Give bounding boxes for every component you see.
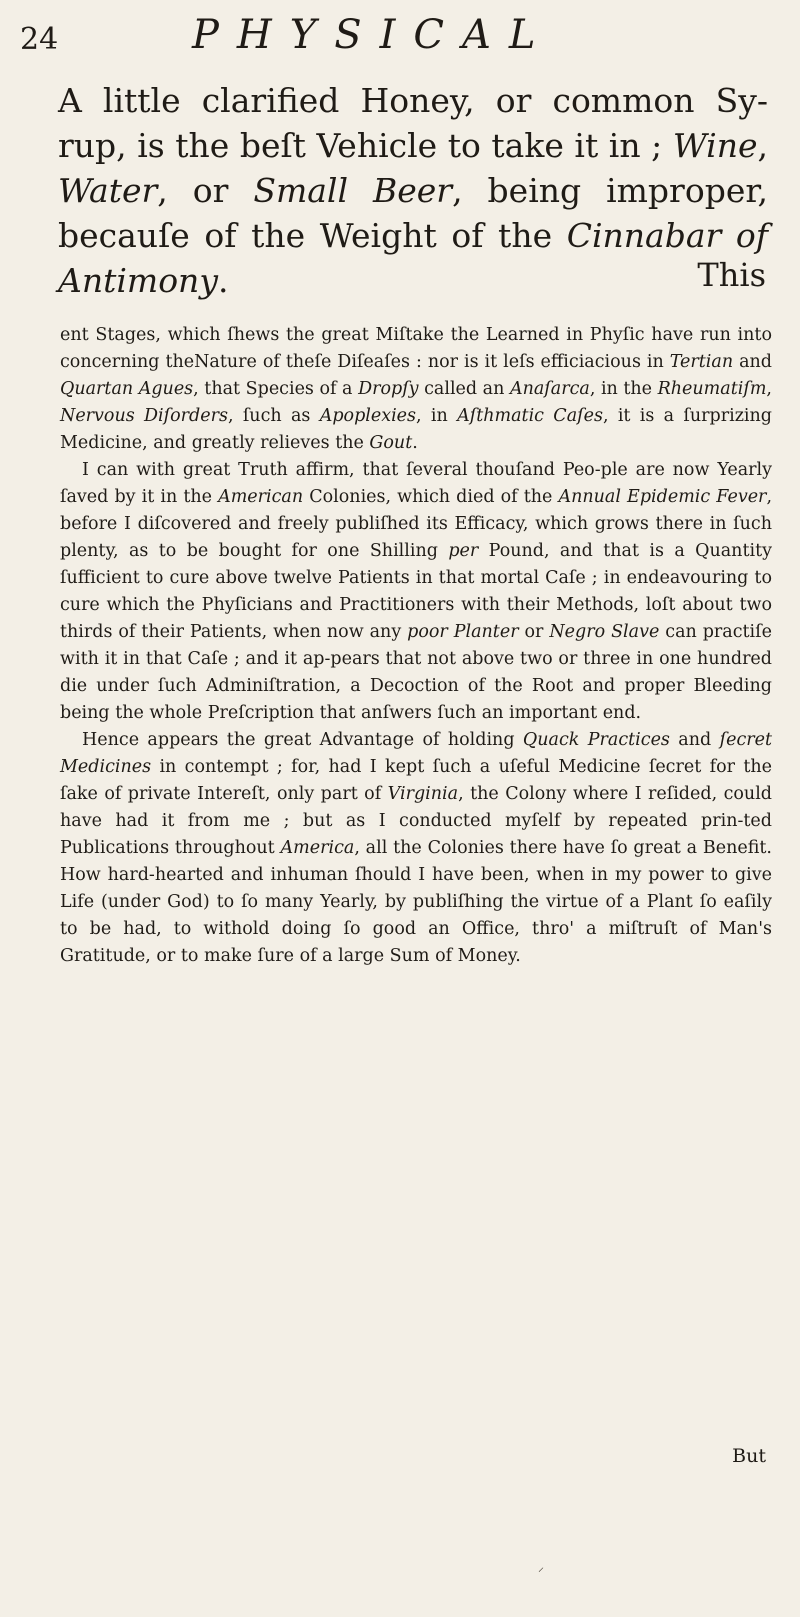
italic-run: Negro Slave <box>549 622 660 642</box>
text-run: ent Stages, which ſhews the great Miſtake the Learned in Phyſic have run into concerning theNature of theſe Diſeaſes : nor is it leſs efficiacious in <box>60 325 772 372</box>
text-run: , it is a ſurprizing Medicine, and greatly relieves the <box>60 406 772 453</box>
text-run: Pound, and that is a Quantity ſufficient to cure above twelve Patients in that mortal Caſe ; in endeavouring to cure which the Phyſicians and Practitioners with their Methods, loſt about two thirds of their Patients, when now any <box>60 541 772 642</box>
text-run: , the Colony where I reſided, could have had it from me ; but as I conducted myſelf by repeated prin-ted Publications throughout <box>60 784 772 858</box>
text-run: called an <box>418 379 510 399</box>
text-run: , before I diſcovered and freely publiſhed its Efficacy, which grows there in ſuch plenty, as to be bought for one Shilling <box>60 487 773 561</box>
text-run: and <box>733 352 772 372</box>
text-run: . <box>217 261 229 300</box>
text-run: , ſuch as <box>227 406 320 426</box>
italic-run: Nervous Diſorders <box>60 406 228 426</box>
italic-run: Annual Epidemic Fever <box>558 487 767 507</box>
catchword-bottom: But <box>732 1445 766 1467</box>
paragraph-1 <box>60 322 772 457</box>
italic-run: Quack Practices <box>522 730 670 750</box>
italic-run: America <box>280 838 355 858</box>
text-run: Hence appears the great Advantage of holding <box>82 730 523 750</box>
text-run: can practiſe with it in that Caſe ; and it ap-pears that not above two or three in one hundred die under ſuch Adminiſtration, a Decoction of the Root and proper Bleeding being the whole Preſcription that anſwers ſuch an important end. <box>60 622 772 723</box>
italic-run: Dropſy <box>358 379 419 399</box>
text-run: , <box>766 379 772 399</box>
text-run: , <box>757 126 768 165</box>
italic-run: Virginia <box>387 784 459 804</box>
text-run: or <box>518 622 550 642</box>
italic-run: Rheumatiſm <box>657 379 767 399</box>
text-run: and <box>669 730 720 750</box>
italic-run: per <box>448 541 479 561</box>
page-number: 24 <box>20 22 59 57</box>
italic-run: Gout <box>369 433 413 453</box>
italic-run: Cinnabar of Antimony <box>58 216 768 300</box>
italic-run: poor Planter <box>407 622 519 642</box>
italic-run: Wine <box>672 126 758 165</box>
italic-run: Water <box>58 171 158 210</box>
text-run: , in <box>416 406 458 426</box>
text-run: , or <box>157 171 254 210</box>
lower-passage <box>60 322 772 970</box>
text-run: I can with great Truth affirm, that ſeveral thouſand Peo-ple are now Yearly ſaved by it in the <box>60 460 772 507</box>
italic-run: ſecret Medicines <box>60 730 772 777</box>
italic-run: Anaſarca <box>509 379 590 399</box>
text-run: A little clarified Honey, or common Sy-rup, is the beſt Vehicle to take it in ; <box>58 81 768 165</box>
paragraph-3 <box>60 727 772 970</box>
running-title: PHYSICAL <box>192 12 554 58</box>
italic-run: Tertian <box>669 352 734 372</box>
italic-run: Apoplexies <box>319 406 417 426</box>
top-passage <box>58 78 768 303</box>
ink-speck: ⸝ <box>538 1560 545 1574</box>
top-paragraph <box>58 78 768 303</box>
italic-run: Aſthmatic Caſes <box>457 406 603 426</box>
text-run: , in the <box>589 379 658 399</box>
catchword-top: This <box>697 256 766 294</box>
text-run: . <box>412 433 418 453</box>
text-run: , that Species of a <box>193 379 359 399</box>
text-run: , being improper, becauſe of the Weight of the <box>58 171 768 255</box>
italic-run: Small Beer <box>253 171 453 210</box>
text-run: , all the Colonies there have ſo great a Benefit. How hard-hearted and inhuman ſhould I have been, when in my power to give Life (under God) to ſo many Yearly, by publiſhing the virtue of a Plant ſo eaſily to be had, to withold doing ſo good an Office, thro' a miſtruſt of Man's Gratitude, or to make ſure of a large Sum of Money. <box>60 838 772 966</box>
italic-run: Quartan Agues <box>60 379 194 399</box>
italic-run: American <box>218 487 304 507</box>
text-run: in contempt ; for, had I kept ſuch a uſeful Medicine ſecret for the ſake of private Intereſt, only part of <box>60 757 772 804</box>
paragraph-2 <box>60 457 772 727</box>
text-run: Colonies, which died of the <box>303 487 559 507</box>
